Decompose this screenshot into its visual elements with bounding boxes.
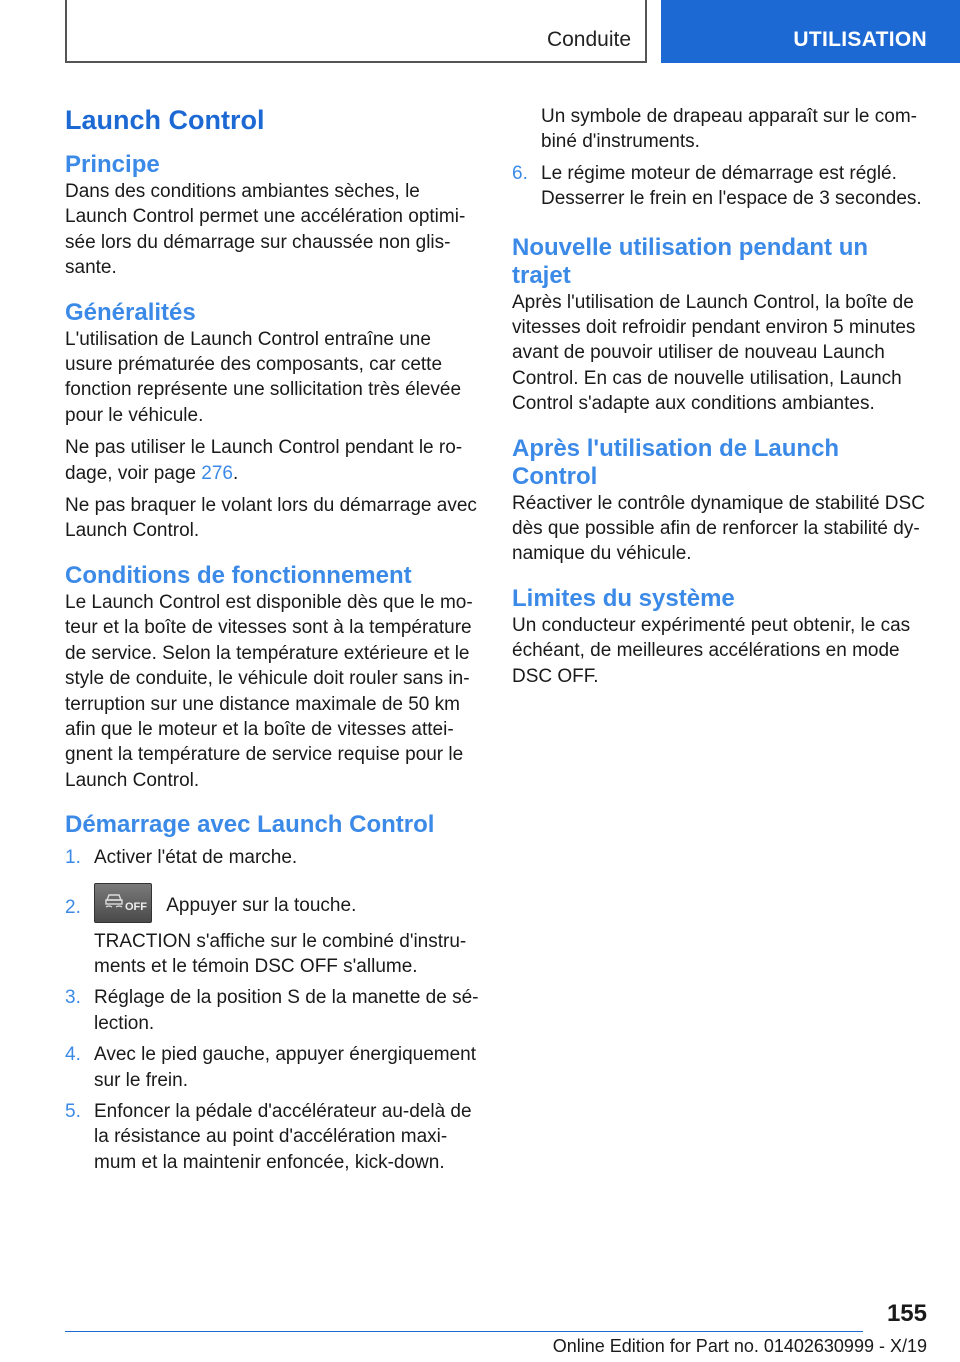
section-principe bbox=[65, 151, 479, 281]
list-item bbox=[65, 845, 479, 870]
heading-limites: Limites du système bbox=[512, 584, 735, 612]
heading-demarrage: Démarrage avec Launch Control bbox=[65, 811, 435, 839]
step-number: 5. bbox=[65, 1100, 81, 1122]
page-title: Launch Control bbox=[65, 105, 265, 135]
steps-list-continued bbox=[512, 161, 926, 212]
step-text: Activer l'état de marche. bbox=[94, 847, 298, 869]
text-nouvelle: Après l'utilisation de Launch Control, la boîte de vitesses doit refroidir pendant environ 5 minutes avant de pouvoir utiliser de nouveau Launch Control. En cas de nouvelle utilisation, Launch Control s'adapte aux conditions ambiantes. bbox=[512, 291, 916, 415]
left-column bbox=[65, 97, 479, 1175]
step-number: 4. bbox=[65, 1044, 81, 1066]
section-apres bbox=[512, 435, 926, 567]
step-number: 6. bbox=[512, 162, 528, 184]
section-generalites bbox=[65, 299, 479, 544]
section-nouvelle bbox=[512, 234, 926, 417]
car-skid-icon bbox=[104, 893, 124, 909]
list-item bbox=[65, 985, 479, 1036]
page-number: 155 bbox=[886, 1300, 927, 1327]
steps-list bbox=[65, 845, 479, 1175]
step-number: 2. bbox=[65, 896, 81, 918]
section-limites bbox=[512, 585, 926, 689]
text-generalites-2-end: . bbox=[232, 462, 239, 484]
footer-edition: Online Edition for Part no. 01402630999 - X/19 bbox=[552, 1336, 927, 1356]
list-item bbox=[65, 1099, 479, 1175]
off-label: OFF bbox=[125, 900, 147, 913]
text-generalites-2-body: Ne pas utiliser le Launch Control pendant le rodage, voir page bbox=[65, 437, 463, 484]
text-generalites-2 bbox=[65, 435, 479, 486]
heading-apres: Après l'utilisation de Launch Control bbox=[512, 434, 840, 490]
text-generalites-3: Ne pas braquer le volant lors du démarrage avec Launch Control. bbox=[65, 495, 477, 542]
step-text: Appuyer sur la touche. bbox=[166, 894, 357, 916]
footer-divider bbox=[65, 1331, 863, 1332]
header-section-box bbox=[65, 0, 647, 63]
text-limites: Un conducteur expérimenté peut obtenir, le cas échéant, de meilleures accélérations en mode DSC OFF. bbox=[512, 614, 911, 687]
step-text: Réglage de la position S de la manette de sélection. bbox=[94, 987, 479, 1034]
section-conditions bbox=[65, 562, 479, 793]
traction-off-button-icon bbox=[94, 883, 152, 923]
text-conditions: Le Launch Control est disponible dès que le moteur et la boîte de vitesses sont à la température de service. Selon la température extérieure et le style de conduite, le véhicule doit rouler sans interruption sur une distance maximale de 50 km afin que le moteur et la boîte de vitesses atteignent la température de service requise pour le Launch Control. bbox=[65, 591, 473, 791]
list-item bbox=[512, 161, 926, 212]
heading-principe: Principe bbox=[65, 151, 160, 178]
text-principe: Dans des conditions ambiantes sèches, le Launch Control permet une accélération optimisée lors du démarrage sur chaussée non glissante. bbox=[65, 181, 466, 279]
step-text: Le régime moteur de démarrage est réglé. Desserrer le frein en l'espace de 3 secondes. bbox=[541, 162, 922, 210]
heading-conditions: Conditions de fonctionnement bbox=[65, 561, 412, 589]
section-demarrage bbox=[65, 811, 479, 1175]
step-text: Avec le pied gauche, appuyer énergiquement sur le frein. bbox=[94, 1044, 477, 1091]
text-generalites-1: L'utilisation de Launch Control entraîne une usure prématurée des composants, car cette fonction représente une sollicitation très élevée pour le véhicule. bbox=[65, 328, 462, 426]
heading-nouvelle: Nouvelle utilisation pendant un trajet bbox=[512, 233, 869, 289]
step-text: Enfoncer la pédale d'accélérateur au-delà de la résistance au point d'accélération maximum et la maintenir enfoncée, kick-down. bbox=[94, 1100, 472, 1173]
text-apres: Réactiver le contrôle dynamique de stabilité DSC dès que possible afin de renforcer la stabilité dynamique du véhicule. bbox=[512, 492, 925, 565]
step-5-continuation: Un symbole de drapeau apparaît sur le combiné d'instruments. bbox=[541, 106, 917, 153]
step-subtext: TRACTION s'affiche sur le combiné d'instruments et le témoin DSC OFF s'allume. bbox=[94, 930, 467, 977]
step-number: 3. bbox=[65, 987, 81, 1009]
page-link-276[interactable]: 276 bbox=[201, 462, 233, 484]
header-chapter-tab[interactable]: UTILISATION bbox=[661, 0, 960, 63]
header-section-title: Conduite bbox=[546, 28, 631, 51]
list-item bbox=[65, 883, 479, 980]
right-column bbox=[512, 104, 926, 689]
heading-generalites: Généralités bbox=[65, 298, 196, 326]
step-number: 1. bbox=[65, 847, 81, 869]
list-item bbox=[65, 1042, 479, 1093]
